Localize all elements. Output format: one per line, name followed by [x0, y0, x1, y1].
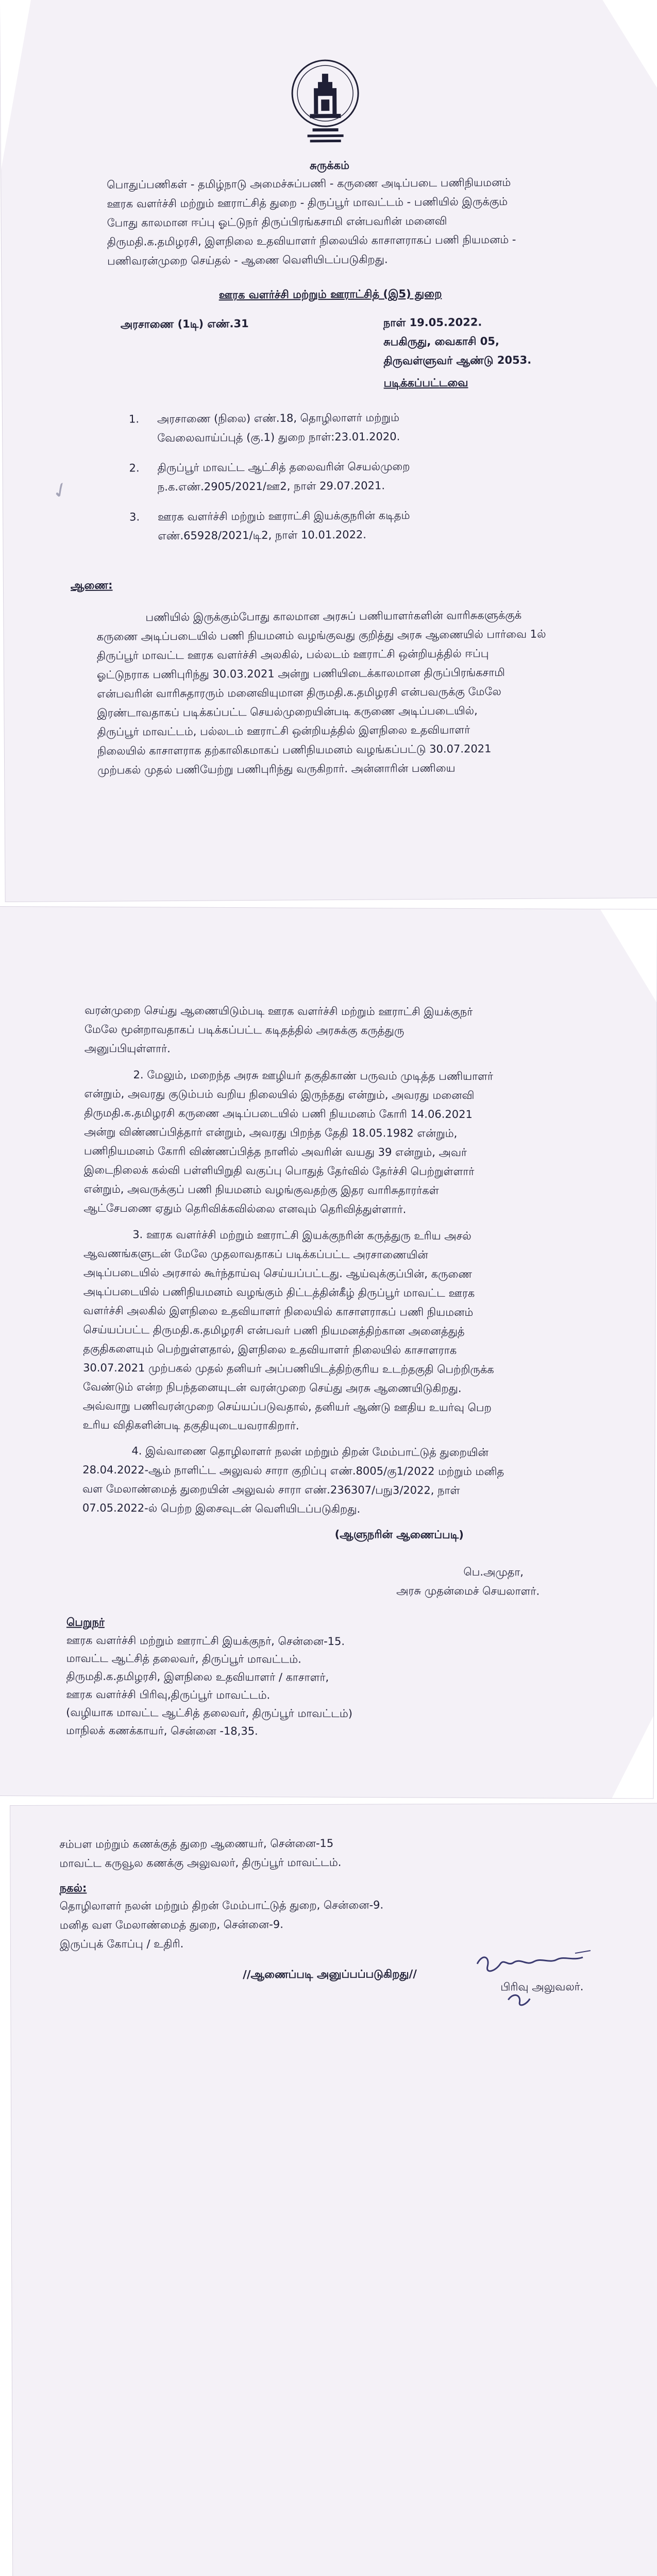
copy-line: இருப்புக் கோப்பு / உதிரி. — [59, 1937, 184, 1951]
copy-heading: நகல்: — [59, 1882, 87, 1894]
recipient-line: ஊரக வளர்ச்சி மற்றும் ஊராட்சி இயக்குநர், சென்னை-15. — [66, 1634, 345, 1648]
summary-line: ஊரக வளர்ச்சி மற்றும் ஊராட்சித் துறை - திருப்பூர் மாவட்டம் - பணியில் இருக்கும் — [107, 195, 508, 210]
tamil-date: சுபகிருது, வைகாசி 05, — [383, 335, 499, 348]
body-line: மேலே மூன்றாவதாகப் படிக்கப்பட்ட கடிதத்தில் அரசுக்கு கருத்துரு — [84, 1023, 405, 1037]
recipient-line: சம்பள மற்றும் கணக்குத் துறை ஆணையர், சென்னை-15 — [59, 1837, 334, 1851]
body-line: இரண்டாவதாகப் படிக்கப்பட்ட செயல்முறையின்படி கருணை அடிப்படையில், — [97, 704, 478, 719]
body-line: திருப்பூர் மாவட்டம், பல்லடம் ஊராட்சி ஒன்றியத்தில் இளநிலை உதவியாளர் — [97, 723, 470, 738]
body-line: கருணை அடிப்படையில் பணி நியமனம் வழங்குவது குறித்து அரசு ஆணையில் பார்வை 1ல் — [96, 628, 546, 643]
body-line: ஆட்சேபணை ஏதும் தெரிவிக்கவில்லை எனவும் தெரிவித்துள்ளார். — [83, 1201, 407, 1216]
body-line: பணியில் இருக்கும்போது காலமான அரசுப் பணியாளர்களின் வாரிசுகளுக்குக் — [145, 608, 522, 624]
document-page-3 — [10, 1804, 657, 2576]
body-line: 28.04.2022-ஆம் நாளிட்ட அலுவல் சாரா குறிப்பு எண்.8005/கு1/2022 மற்றும் மனித — [82, 1463, 504, 1478]
heading-summary: சுருக்கம் — [309, 159, 350, 172]
recipient-line: (வழியாக மாவட்ட ஆட்சித் தலைவர், திருப்பூர் மாவட்டம்) — [66, 1706, 353, 1720]
forwarded-line: //ஆணைப்படி அனுப்பப்படுகிறது// — [243, 1968, 417, 1981]
section-officer: பிரிவு அலுவலர். — [500, 1980, 584, 1993]
reference-line: அரசாணை (நிலை) எண்.18, தொழிலாளர் மற்றும் — [157, 411, 400, 426]
page-fold — [612, 1716, 653, 1798]
body-line: அடிப்படையில் பணிநியமனம் வழங்கும் திட்டத்தின்கீழ் திருப்பூர் மாவட்ட ஊரக — [83, 1285, 475, 1300]
by-order-line: (ஆளுநரின் ஆணைப்படி) — [334, 1528, 464, 1541]
summary-line: போது காலமான ஈப்பு ஓட்டுநர் திருப்பிரங்கசாமி என்பவரின் மனைவி — [107, 214, 447, 229]
copy-line: தொழிலாளர் நலன் மற்றும் திறன் மேம்பாட்டுத் துறை, சென்னை-9. — [59, 1899, 384, 1912]
body-line: என்றும், அவருக்குப் பணி நியமனம் வழங்குவதற்கு இதர வாரிசுதாரர்கள் — [83, 1182, 439, 1197]
page-fold — [0, 0, 32, 170]
copy-line: மனித வள மேலாண்மைத் துறை, சென்னை-9. — [59, 1918, 283, 1931]
recipient-line: ஊரக வளர்ச்சி பிரிவு,திருப்பூர் மாவட்டம். — [66, 1688, 271, 1702]
department-heading: ஊரக வளர்ச்சி மற்றும் ஊராட்சித் (இ5) துறை — [218, 287, 442, 301]
page-fold — [600, 0, 657, 89]
reference-number: 1. — [128, 413, 140, 426]
order-heading: ஆணை: — [70, 579, 113, 592]
page-fold — [600, 909, 657, 1002]
summary-line: பணிவரன்முறை செய்தல் - ஆணை வெளியிடப்படுகிறது. — [107, 253, 388, 267]
body-line: இடைநிலைக் கல்வி பள்ளியிறுதி வகுப்பு பொதுத் தேர்வில் தேர்ச்சி பெற்றுள்ளார் — [83, 1163, 475, 1178]
go-number: அரசாணை (1டி) எண்.31 — [120, 317, 249, 331]
summary-line: பொதுப்பணிகள் - தமிழ்நாடு அமைச்சுப்பணி - கருணை அடிப்படை பணிநியமனம் — [107, 176, 511, 191]
body-line: என்றும், அவரது குடும்பம் வறிய நிலையில் இருந்தது என்றும், அவரது மனைவி — [84, 1087, 475, 1102]
body-line: ஓட்டுநராக பணிபுரிந்து 30.03.2021 அன்று பணியிடைக்காலமான திருப்பிரங்கசாமி — [96, 666, 505, 681]
thiruvalluvar-year: திருவள்ளுவர் ஆண்டு 2053. — [383, 353, 532, 367]
body-line: 3. ஊரக வளர்ச்சி மற்றும் ஊராட்சி இயக்குநரின் கருத்துரு உரிய அசல் — [132, 1228, 471, 1242]
body-line: 07.05.2022-ல் பெற்ற இசைவுடன் வெளியிடப்படுகிறது. — [82, 1501, 361, 1516]
read-heading: படிக்கப்பட்டவை — [383, 376, 468, 389]
body-line: திருமதி.க.தமிழரசி கருணை அடிப்படையில் பணி நியமனம் கோரி 14.06.2021 — [84, 1106, 473, 1121]
body-line: உரிய விதிகளின்படி தகுதியுடையவராகிறார். — [82, 1418, 299, 1432]
body-line: வரன்முறை செய்து ஆணையிடும்படி ஊரக வளர்ச்சி மற்றும் ஊராட்சி இயக்குநர் — [85, 1004, 473, 1019]
signatory-title: அரசு முதன்மைச் செயலாளர். — [396, 1584, 540, 1598]
body-line: திருப்பூர் மாவட்ட ஊரக வளர்ச்சி அலகில், பல்லடம் ஊராட்சி ஒன்றியத்தில் ஈப்பு — [96, 647, 489, 662]
reference-line: வேலைவாய்ப்புத் (கு.1) துறை நாள்:23.01.2020. — [157, 430, 400, 445]
body-line: 30.07.2021 முற்பகல் முதல் தனியர் அப்பணியிடத்திற்குரிய உடற்தகுதி பெற்றிருக்க — [83, 1361, 494, 1376]
summary-line: திருமதி.க.தமிழரசி, இளநிலை உதவியாளர் நிலையில் காசாளராகப் பணி நியமனம் - — [107, 233, 516, 248]
recipient-line: மாநிலக் கணக்காயர், சென்னை -18,35. — [65, 1724, 258, 1738]
body-line: அவ்வாறு பணிவரன்முறை செய்யப்படுவதால், தனியர் ஆண்டு ஊதிய உயர்வு பெற — [82, 1399, 492, 1414]
pencil-mark: ✓ — [47, 476, 74, 505]
body-line: தகுதிகளையும் பெற்றுள்ளதால், இளநிலை உதவியாளர் நிலையில் காசாளராக — [83, 1342, 457, 1357]
reference-line: ஊரக வளர்ச்சி மற்றும் ஊராட்சி இயக்குநரின் கடிதம் — [158, 509, 410, 523]
reference-number: 2. — [129, 462, 140, 474]
body-line: 4. இவ்வாணை தொழிலாளர் நலன் மற்றும் திறன் மேம்பாட்டுத் துறையின் — [131, 1445, 488, 1459]
body-line: அன்று விண்ணப்பித்தார் என்றும், அவரது பிறந்த தேதி 18.05.1982 என்றும், — [84, 1125, 458, 1140]
body-line: வேண்டும் என்ற நிபந்தனையுடன் வரன்முறை செய்து அரசு ஆணையிடுகிறது. — [82, 1380, 462, 1395]
reference-number: 3. — [129, 511, 140, 523]
reference-line: எண்.65928/2021/டி2, நாள் 10.01.2022. — [158, 528, 367, 543]
reference-line: திருப்பூர் மாவட்ட ஆட்சித் தலைவரின் செயல்முறை — [157, 460, 410, 474]
body-line: செய்யப்பட்ட திருமதி.க.தமிழரசி என்பவர் பணி நியமனத்திற்கான அனைத்துத் — [83, 1323, 465, 1337]
body-line: 2. மேலும், மறைந்த அரசு ஊழியர் தகுதிகாண் பருவம் முடித்த பணியாளர் — [133, 1069, 494, 1083]
body-line: முற்பகல் முதல் பணியேற்று பணிபுரிந்து வருகிறார். அன்னாரின் பணியை — [97, 761, 456, 776]
body-line: வளர்ச்சி அலகில் இளநிலை உதவியாளர் நிலையில் காசாளராகப் பணி நியமனம் — [83, 1304, 474, 1319]
body-line: நிலையில் காசாளராக தற்காலிகமாகப் பணிநியமனம் வழங்கப்பட்டு 30.07.2021 — [97, 742, 492, 757]
go-date: நாள் 19.05.2022. — [383, 316, 482, 329]
body-line: என்பவரின் வாரிசுதாரரும் மனைவியுமான திருமதி.க.தமிழரசி என்பவருக்கு மேலே — [97, 685, 501, 700]
body-line: அடிப்படையில் அரசால் கூர்ந்தாய்வு செய்யப்பட்டது. ஆய்வுக்குப்பின், கருணை — [83, 1266, 473, 1281]
reference-line: ந.க.எண்.2905/2021/ஊ2, நாள் 29.07.2021. — [157, 479, 385, 494]
signatory-name: பெ.அமுதா, — [463, 1565, 524, 1579]
to-heading: பெறுநர் — [66, 1616, 105, 1629]
tamil-nadu-emblem — [289, 57, 362, 148]
body-line: பணிநியமனம் கோரி விண்ணப்பித்த நாளில் அவரின் வயது 39 என்றும், அவர் — [83, 1144, 467, 1159]
body-line: வள மேலாண்மைத் துறையின் அலுவல் சாரா எண்.236307/பநு3/2022, நாள் — [82, 1482, 460, 1497]
body-line: அனுப்பியுள்ளார். — [84, 1042, 171, 1055]
body-line: ஆவணங்களுடன் மேலே முதலாவதாகப் படிக்கப்பட்ட அரசாணையின் — [83, 1247, 428, 1261]
recipient-line: மாவட்ட கருவூல கணக்கு அலுவலர், திருப்பூர் மாவட்டம். — [59, 1856, 342, 1870]
recipient-line: மாவட்ட ஆட்சித் தலைவர், திருப்பூர் மாவட்டம். — [66, 1652, 301, 1666]
recipient-line: திருமதி.க.தமிழரசி, இளநிலை உதவியாளர் / காசாளர், — [66, 1670, 329, 1684]
document-page-2 — [0, 907, 657, 1799]
document-page-1 — [0, 0, 657, 902]
